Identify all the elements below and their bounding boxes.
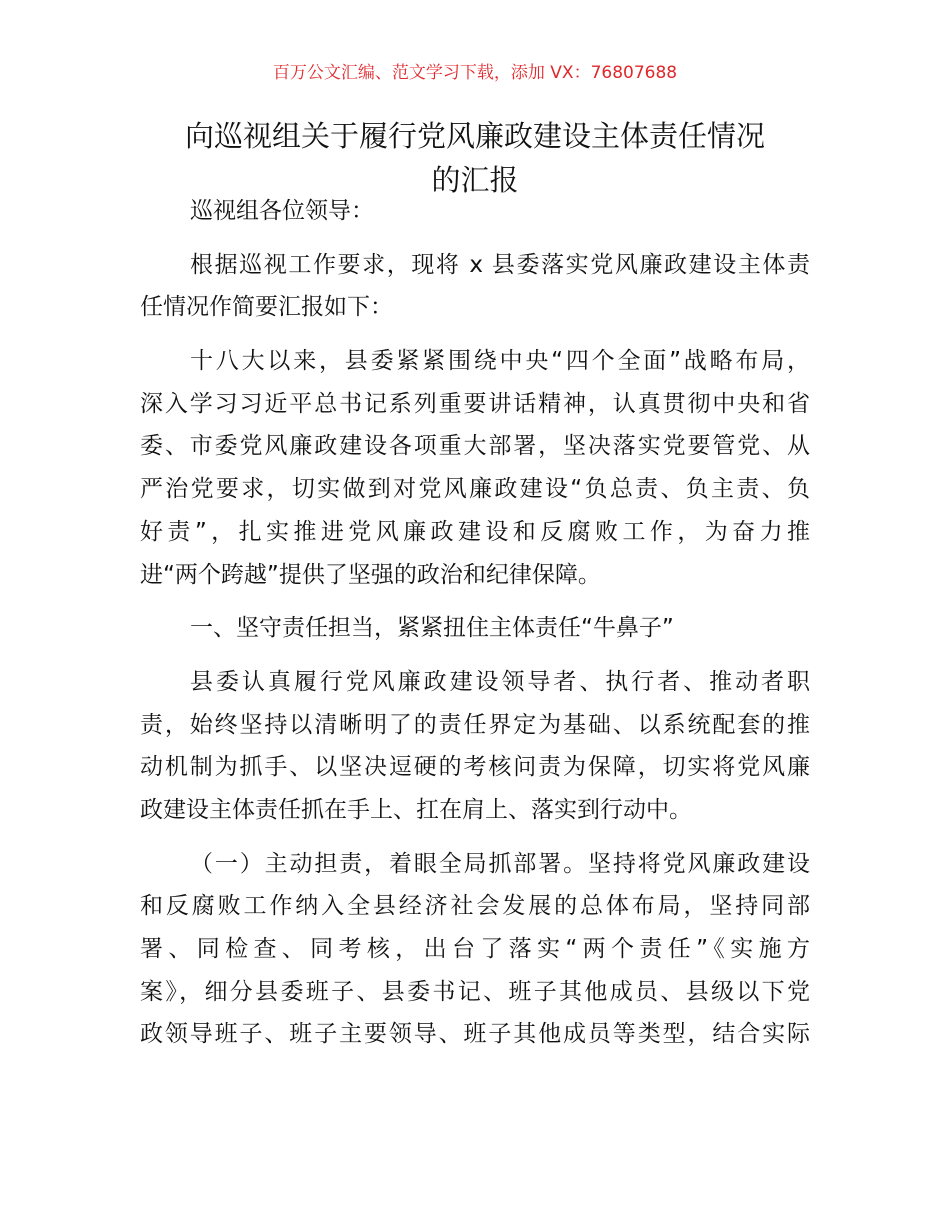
paragraph [140, 244, 810, 329]
text-line: 一、坚守责任担当，紧紧扭住主体责任“牛鼻子” [190, 615, 674, 642]
text-line: 署、同检查、同考核，出台了落实“两个责任”《实施方 [140, 936, 810, 962]
text-line: 严治党要求，切实做到对党风廉政建设“负总责、负主责、负 [140, 476, 810, 503]
text-line: 案》，细分县委班子、县委书记、班子其他成员、县级以下党 [140, 978, 810, 1005]
text-line: 县委认真履行党风廉政建设领导者、执行者、推动者职 [190, 668, 810, 695]
text-line: 巡视组各位领导： [190, 198, 374, 224]
text-line: 和反腐败工作纳入全县经济社会发展的总体布局，坚持同部 [140, 893, 810, 920]
text-line: 责，始终坚持以清晰明了的责任界定为基础、以系统配套的推 [140, 711, 810, 738]
paragraph [140, 607, 810, 650]
text-line: 政领导班子、班子主要领导、班子其他成员等类型，结合实际 [140, 1021, 810, 1048]
text-line: 政建设主体责任抓在手上、扛在肩上、落实到行动中。 [140, 796, 692, 823]
text-line: （一）主动担责，着眼全局抓部署。坚持将党风廉政建设 [190, 850, 810, 877]
paragraph [140, 661, 810, 832]
watermark-banner: 百万公文汇编、范文学习下载，添加 VX：76807688 [272, 63, 678, 83]
text-line: 十八大以来，县委紧紧围绕中央“四个全面”战略布局， [190, 348, 810, 375]
document-title [120, 114, 830, 202]
paragraph [140, 190, 810, 233]
text-line: 好责”，扎实推进党风廉政建设和反腐败工作，为奋力推 [140, 518, 810, 545]
document-body [140, 190, 810, 1067]
text-line: 任情况作简要汇报如下： [140, 294, 393, 321]
paragraph [140, 340, 810, 596]
text-line: 进“两个跨越”提供了坚强的政治和纪律保障。 [140, 561, 601, 588]
text-line: 根据巡视工作要求，现将 x 县委落实党风廉政建设主体责 [190, 251, 810, 278]
title-line: 向巡视组关于履行党风廉政建设主体责任情况 [184, 119, 765, 153]
paragraph [140, 843, 810, 1056]
text-line: 委、市委党风廉政建设各项重大部署，坚决落实党要管党、从 [140, 433, 810, 460]
text-line: 深入学习习近平总书记系列重要讲话精神，认真贯彻中央和省 [140, 390, 810, 417]
title-line: 的汇报 [431, 163, 519, 197]
text-line: 动机制为抓手、以坚决逗硬的考核问责为保障，切实将党风廉 [140, 754, 810, 781]
